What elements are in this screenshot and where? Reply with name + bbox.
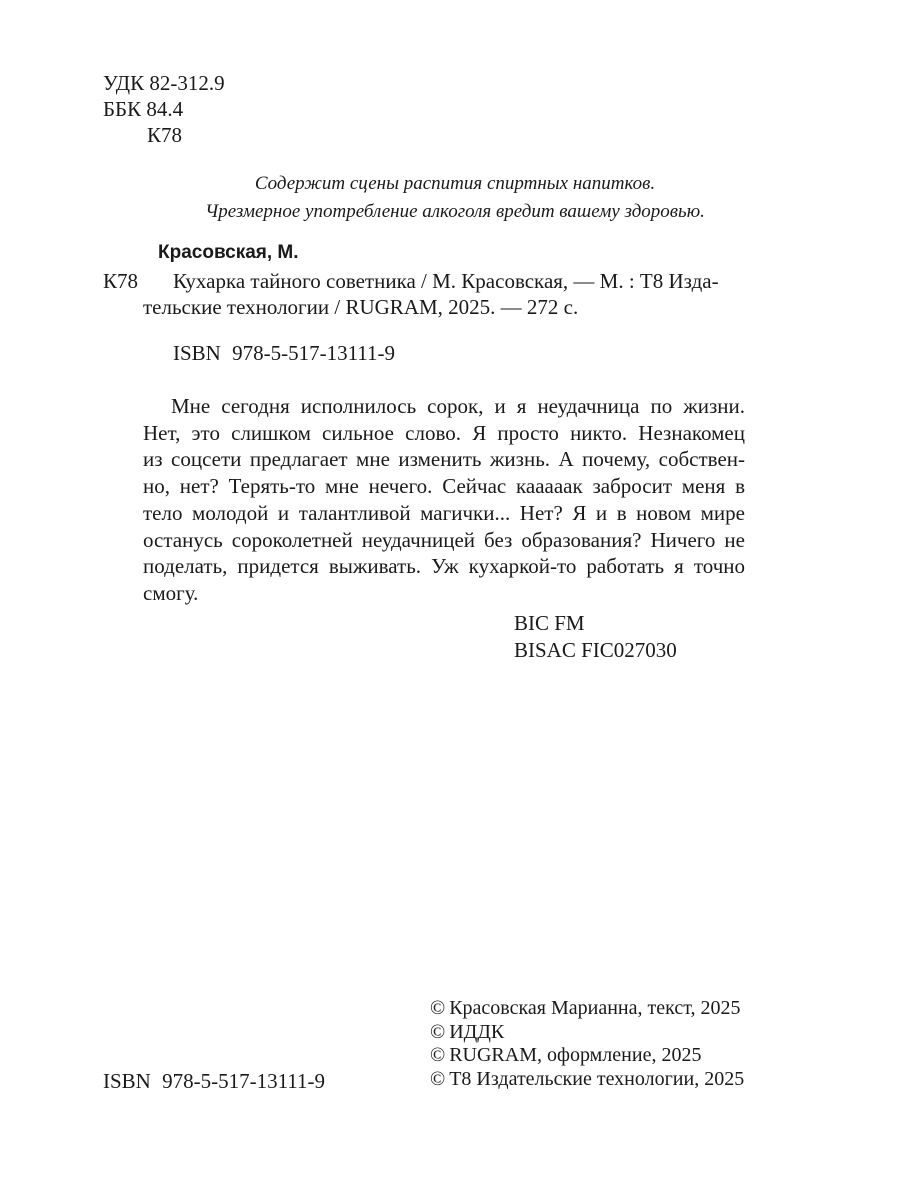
copyright-icon: © (430, 1020, 446, 1043)
catalog-code: К78 (103, 269, 139, 293)
annotation-line: но, нет? Терять-то мне нечего. Сейчас кааааак забросит меня в (143, 474, 745, 499)
annotation-line: из соцсети предлагает мне изменить жизнь. А почему, собствен- (143, 447, 745, 472)
copyright-text: Т8 Издательские технологии, 2025 (449, 1067, 745, 1090)
annotation-paragraph (143, 393, 745, 607)
copyright-line (430, 1068, 744, 1092)
copyright-line (430, 997, 744, 1021)
footer-isbn: ISBN 978-5-517-13111-9 (103, 1069, 326, 1093)
copyright-line (430, 1044, 744, 1068)
bic-code: BIC FM (514, 611, 585, 635)
biblio-line-1: Кухарка тайного советника / М. Красовская, — М. : Т8 Изда- (173, 269, 719, 293)
bbk-code: ББК 84.4 (103, 97, 184, 121)
alcohol-warning (0, 170, 900, 226)
annotation-line: тело молодой и талантливой магички... Нет? Я и в новом мире (143, 500, 745, 525)
copyright-icon: © (430, 1067, 446, 1090)
copyright-text: RUGRAM, оформление, 2025 (449, 1044, 702, 1066)
annotation-line: останусь сороколетней неудачницей без образования? Ничего не (143, 527, 745, 552)
isbn-entry: ISBN 978-5-517-13111-9 (173, 341, 396, 365)
annotation-line: смогу. (143, 580, 199, 605)
biblio-line-2: тельские технологии / RUGRAM, 2025. — 272 с. (143, 295, 579, 319)
copyright-text: Красовская Марианна, текст, 2025 (449, 997, 741, 1019)
bibliographic-description (143, 268, 745, 320)
annotation-line: поделать, придется выживать. Уж кухаркой-то работать я точно (143, 554, 745, 579)
warning-line-1: Содержит сцены распития спиртных напитков. (254, 173, 656, 194)
copyright-line (430, 1021, 744, 1045)
annotation-line: Мне сегодня исполнилось сорок, и я неудачница по жизни. (171, 394, 745, 418)
udk-code: УДК 82-312.9 (103, 71, 225, 95)
annotation-line: Нет, это слишком сильное слово. Я просто никто. Незнакомец (143, 420, 745, 445)
bisac-code: BISAC FIC027030 (514, 638, 677, 662)
copyright-block (430, 997, 744, 1091)
warning-line-2: Чрезмерное употребление алкоголя вредит вашему здоровью. (205, 201, 705, 222)
copyright-icon: © (430, 997, 446, 1019)
copyright-icon: © (430, 1044, 446, 1066)
copyright-text: ИДДК (449, 1020, 505, 1043)
subject-codes (514, 610, 677, 664)
author-heading: Красовская, М. (158, 242, 299, 263)
classification-block (103, 70, 225, 148)
author-mark: К78 (147, 123, 183, 147)
